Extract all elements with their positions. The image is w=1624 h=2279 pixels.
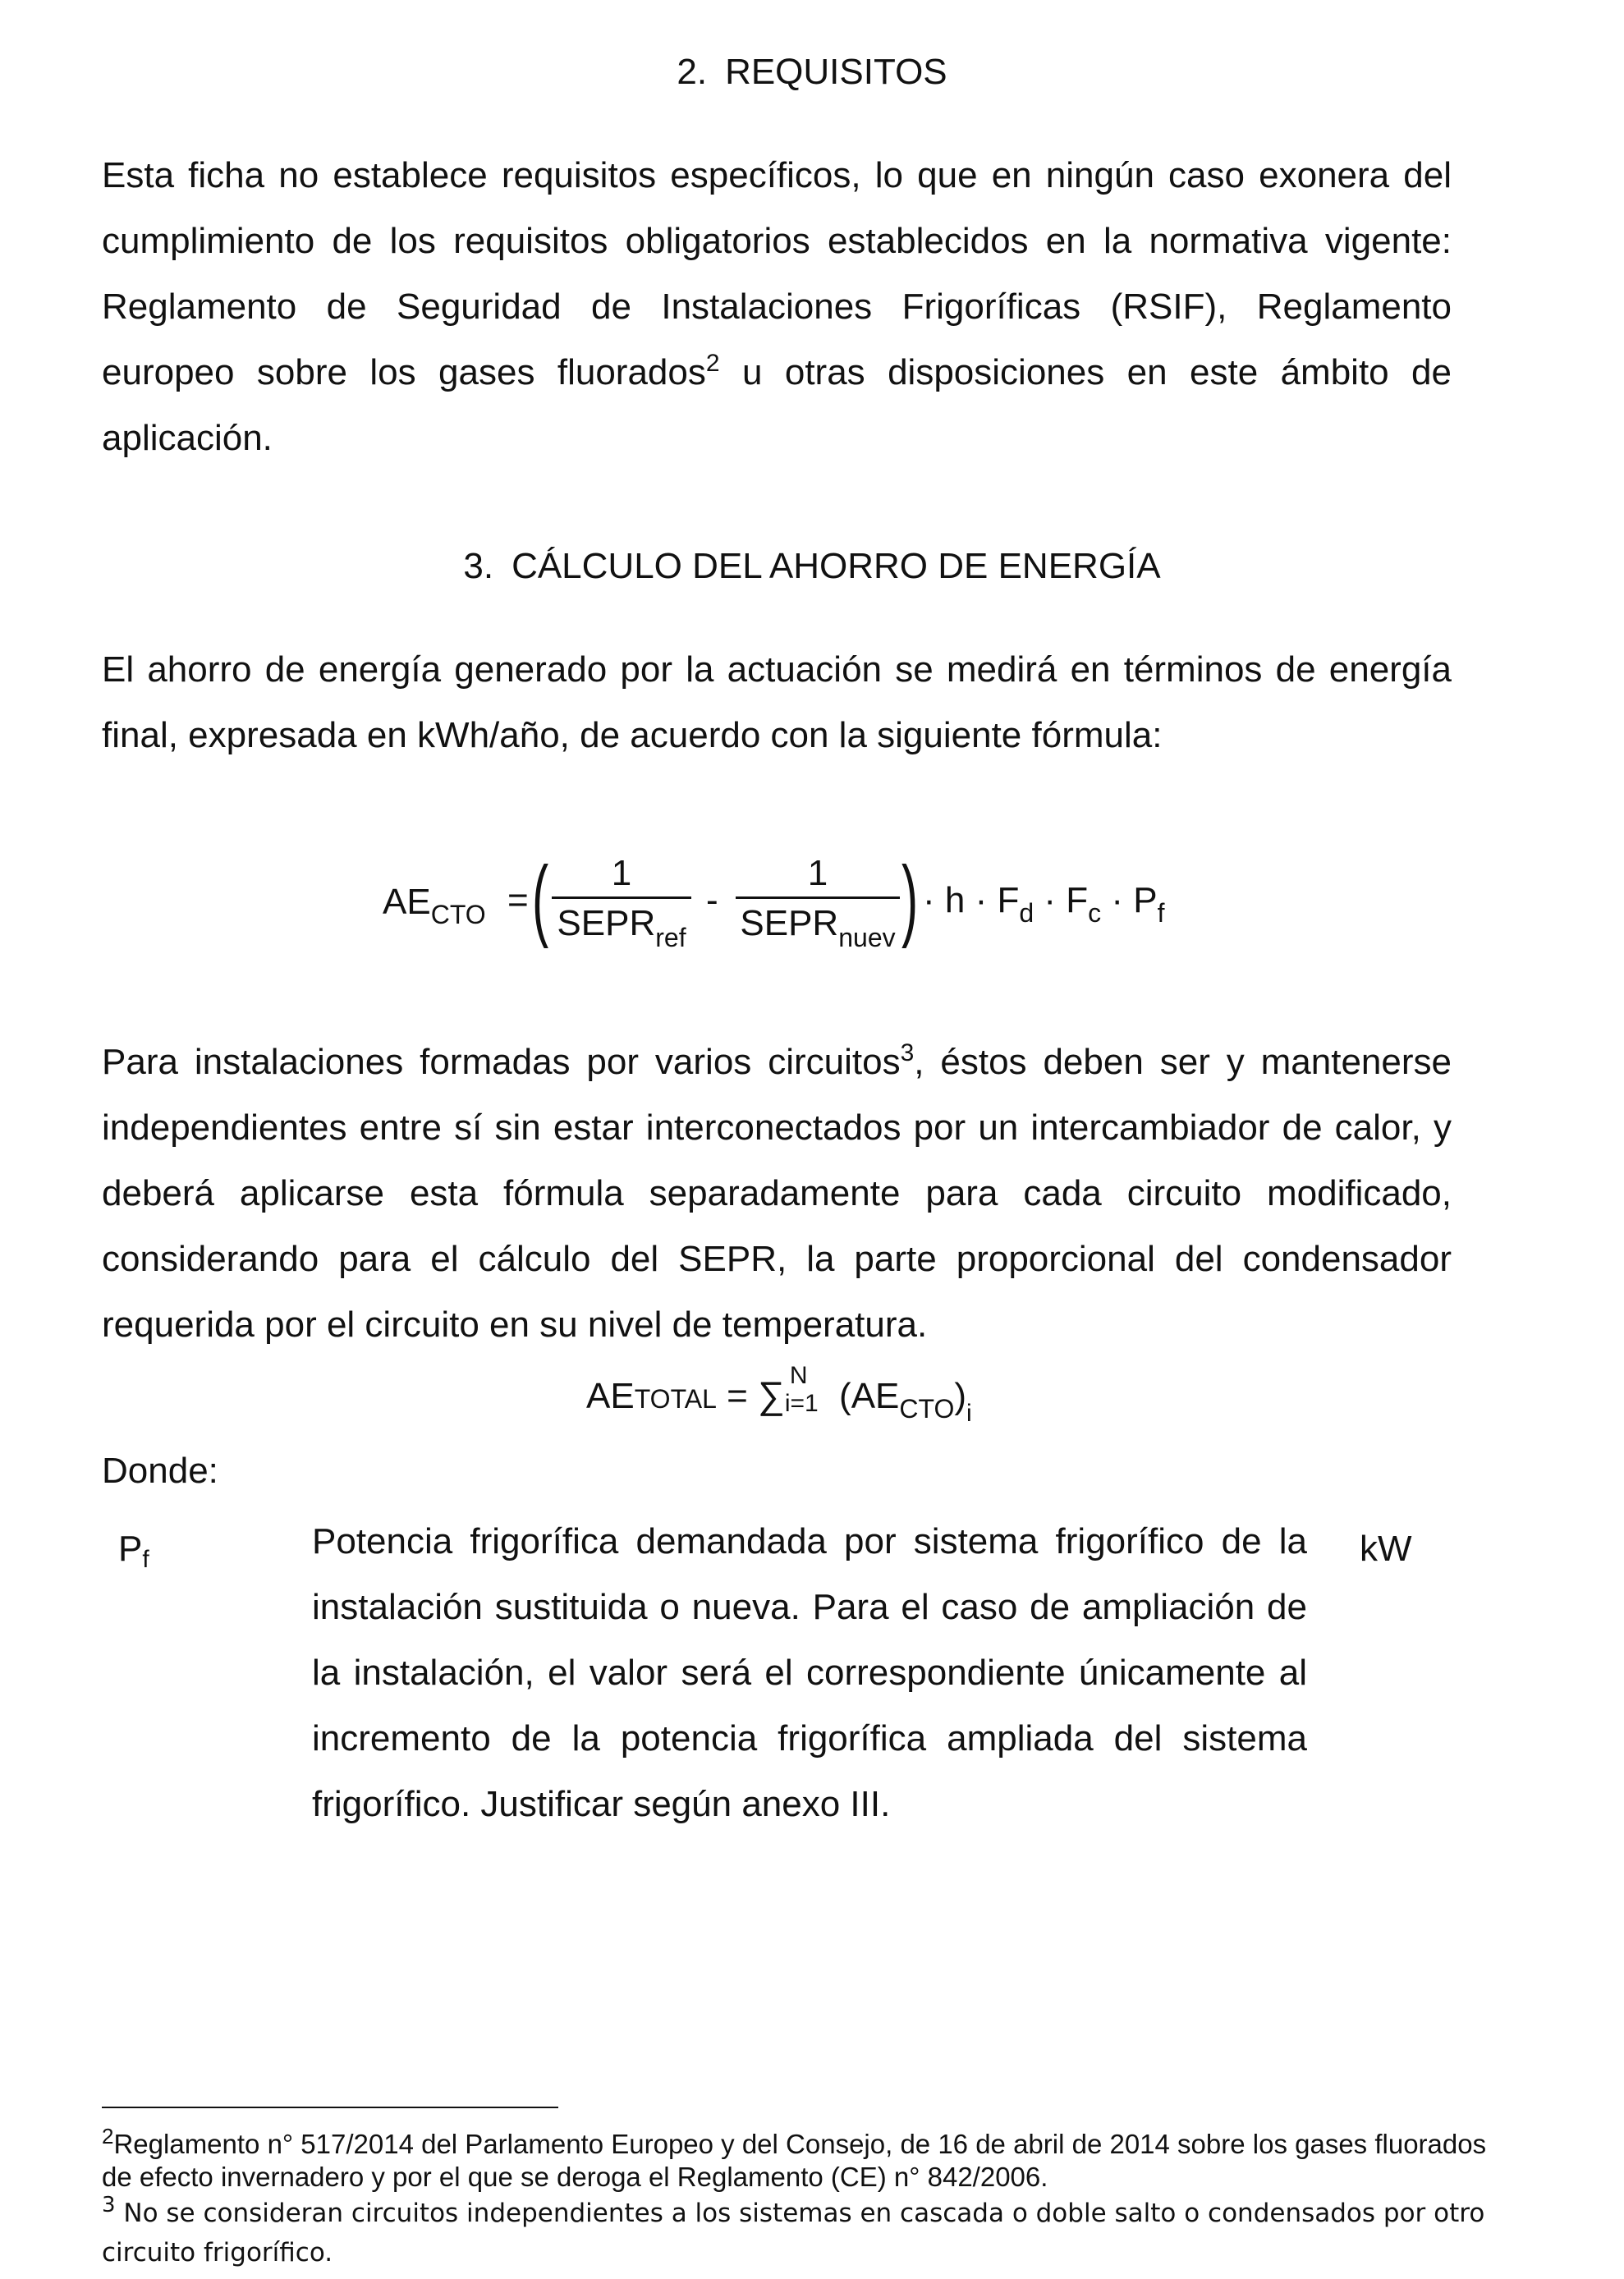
fraction-new-den-sub: nuev <box>838 923 896 952</box>
total-index: i <box>966 1400 972 1427</box>
fraction-ref-numerator: 1 <box>611 853 632 893</box>
total-equals: = <box>716 1376 759 1416</box>
formula-tail-c: c <box>1088 898 1102 928</box>
fraction-ref <box>552 852 691 959</box>
footnote-3 <box>102 2194 1498 2272</box>
fraction-new-den-main: SEPR <box>740 903 839 943</box>
formula-tail-f: f <box>1157 898 1165 928</box>
formula-equals: = <box>507 880 529 920</box>
total-lhs-main: AE <box>586 1376 635 1416</box>
sum-upper-limit: N <box>789 1362 808 1389</box>
total-inner-sub: CTO <box>899 1394 955 1424</box>
section-2-paragraph <box>102 143 1452 471</box>
section-3-title: CÁLCULO DEL AHORRO DE ENERGÍA <box>512 546 1161 586</box>
footnote-ref-3: 3 <box>900 1039 915 1066</box>
definition-symbol-sub: f <box>142 1546 149 1573</box>
definition-symbol <box>118 1529 149 1574</box>
sum-lower-limit: i=1 <box>784 1390 819 1417</box>
right-paren: ) <box>901 848 919 949</box>
footnote-3-number: 3 <box>102 2193 116 2217</box>
total-open: (AE <box>828 1376 900 1416</box>
formula-tail <box>923 880 1164 929</box>
section-2-title: REQUISITOS <box>725 52 947 92</box>
formula-tail-d: d <box>1019 898 1034 928</box>
fraction-ref-denominator <box>552 902 691 959</box>
definition-symbol-main: P <box>118 1529 143 1569</box>
footnote-separator <box>102 2107 558 2108</box>
section-2-heading <box>0 51 1624 94</box>
energy-savings-formula <box>383 846 1286 969</box>
total-savings-formula <box>586 1362 972 1428</box>
section-3-intro: El ahorro de energía generado por la actuación se medirá en términos de energía final, expresada en kWh/año, de acuerdo con la siguiente fórmula: <box>102 649 1452 755</box>
donde-label: Donde: <box>102 1451 218 1491</box>
fraction-ref-den-main: SEPR <box>557 903 656 943</box>
definition-unit: kW <box>1360 1529 1412 1569</box>
footnote-3-text: No se consideran circuitos independientes a los sistemas en cascada o doble salto o condensados por otro circuito frigorífico. <box>102 2199 1485 2268</box>
fraction-ref-bar <box>552 896 691 899</box>
fraction-new-bar <box>736 896 900 899</box>
footnote-2-text: Reglamento n° 517/2014 del Parlamento Europeo y del Consejo, de 16 de abril de 2014 sobre los gases fluorados de efecto invernadero y por el que se deroga el Reglamento (CE) n° 842/2006. <box>102 2129 1487 2192</box>
formula-tail-h: · h · F <box>923 880 1020 920</box>
sum-symbol: ∑ <box>758 1373 785 1416</box>
section-3-number: 3. <box>463 546 494 586</box>
left-paren: ( <box>532 848 549 949</box>
total-lhs-sub: TOTAL <box>634 1384 717 1414</box>
sum-limits <box>784 1362 824 1417</box>
fraction-ref-den-sub: ref <box>655 923 686 952</box>
fraction-new-denominator <box>736 902 900 959</box>
fraction-new <box>736 852 900 959</box>
section-3-paragraph-2 <box>102 1029 1452 1358</box>
footnote-2-number: 2 <box>102 2124 114 2148</box>
section-3-paragraph-2-head: Para instalaciones formadas por varios circuitos <box>102 1042 901 1082</box>
formula-tail-pf: · P <box>1101 880 1158 920</box>
footnote-2 <box>102 2124 1498 2194</box>
formula-minus: - <box>706 880 718 920</box>
section-3-heading <box>0 545 1624 588</box>
definition-text: Potencia frigorífica demandada por sistema frigorífico de la instalación sustituida o nueva. Para el caso de ampliación de la instalación, el valor será el correspondiente únicamente al incremento de la potencia frigorífica ampliada del sistema frigorífico. Justificar según anexo III. <box>312 1521 1307 1824</box>
formula-lhs-sub: CTO <box>430 900 486 929</box>
section-3-paragraph-2-tail: , éstos deben ser y mantenerse independientes entre sí sin estar interconectados por un intercambiador de calor, y deberá aplicarse esta fórmula separadamente para cada circuito modificado, considerando para el cálculo del SEPR, la parte proporcional del condensador requerida por el circuito en su nivel de temperatura. <box>102 1042 1452 1345</box>
section-2-text: Esta ficha no establece requisitos específicos, lo que en ningún caso exonera del cumplimiento de los requisitos obligatorios establecidos en la normativa vigente: Reglamento de Seguridad de Instalaciones Frigoríficas (RSIF), Reglamento europeo sobre los gases fluorados <box>102 155 1452 392</box>
section-2-text-tail: u otras disposiciones en este ámbito de aplicación. <box>102 352 1452 458</box>
footnote-ref-2: 2 <box>705 350 720 377</box>
formula-tail-fc: · F <box>1034 880 1089 920</box>
formula-lhs-main: AE <box>383 882 431 922</box>
section-2-number: 2. <box>677 52 708 92</box>
fraction-new-numerator: 1 <box>807 853 828 893</box>
formula-lhs <box>383 882 486 930</box>
total-close: ) <box>954 1376 967 1416</box>
